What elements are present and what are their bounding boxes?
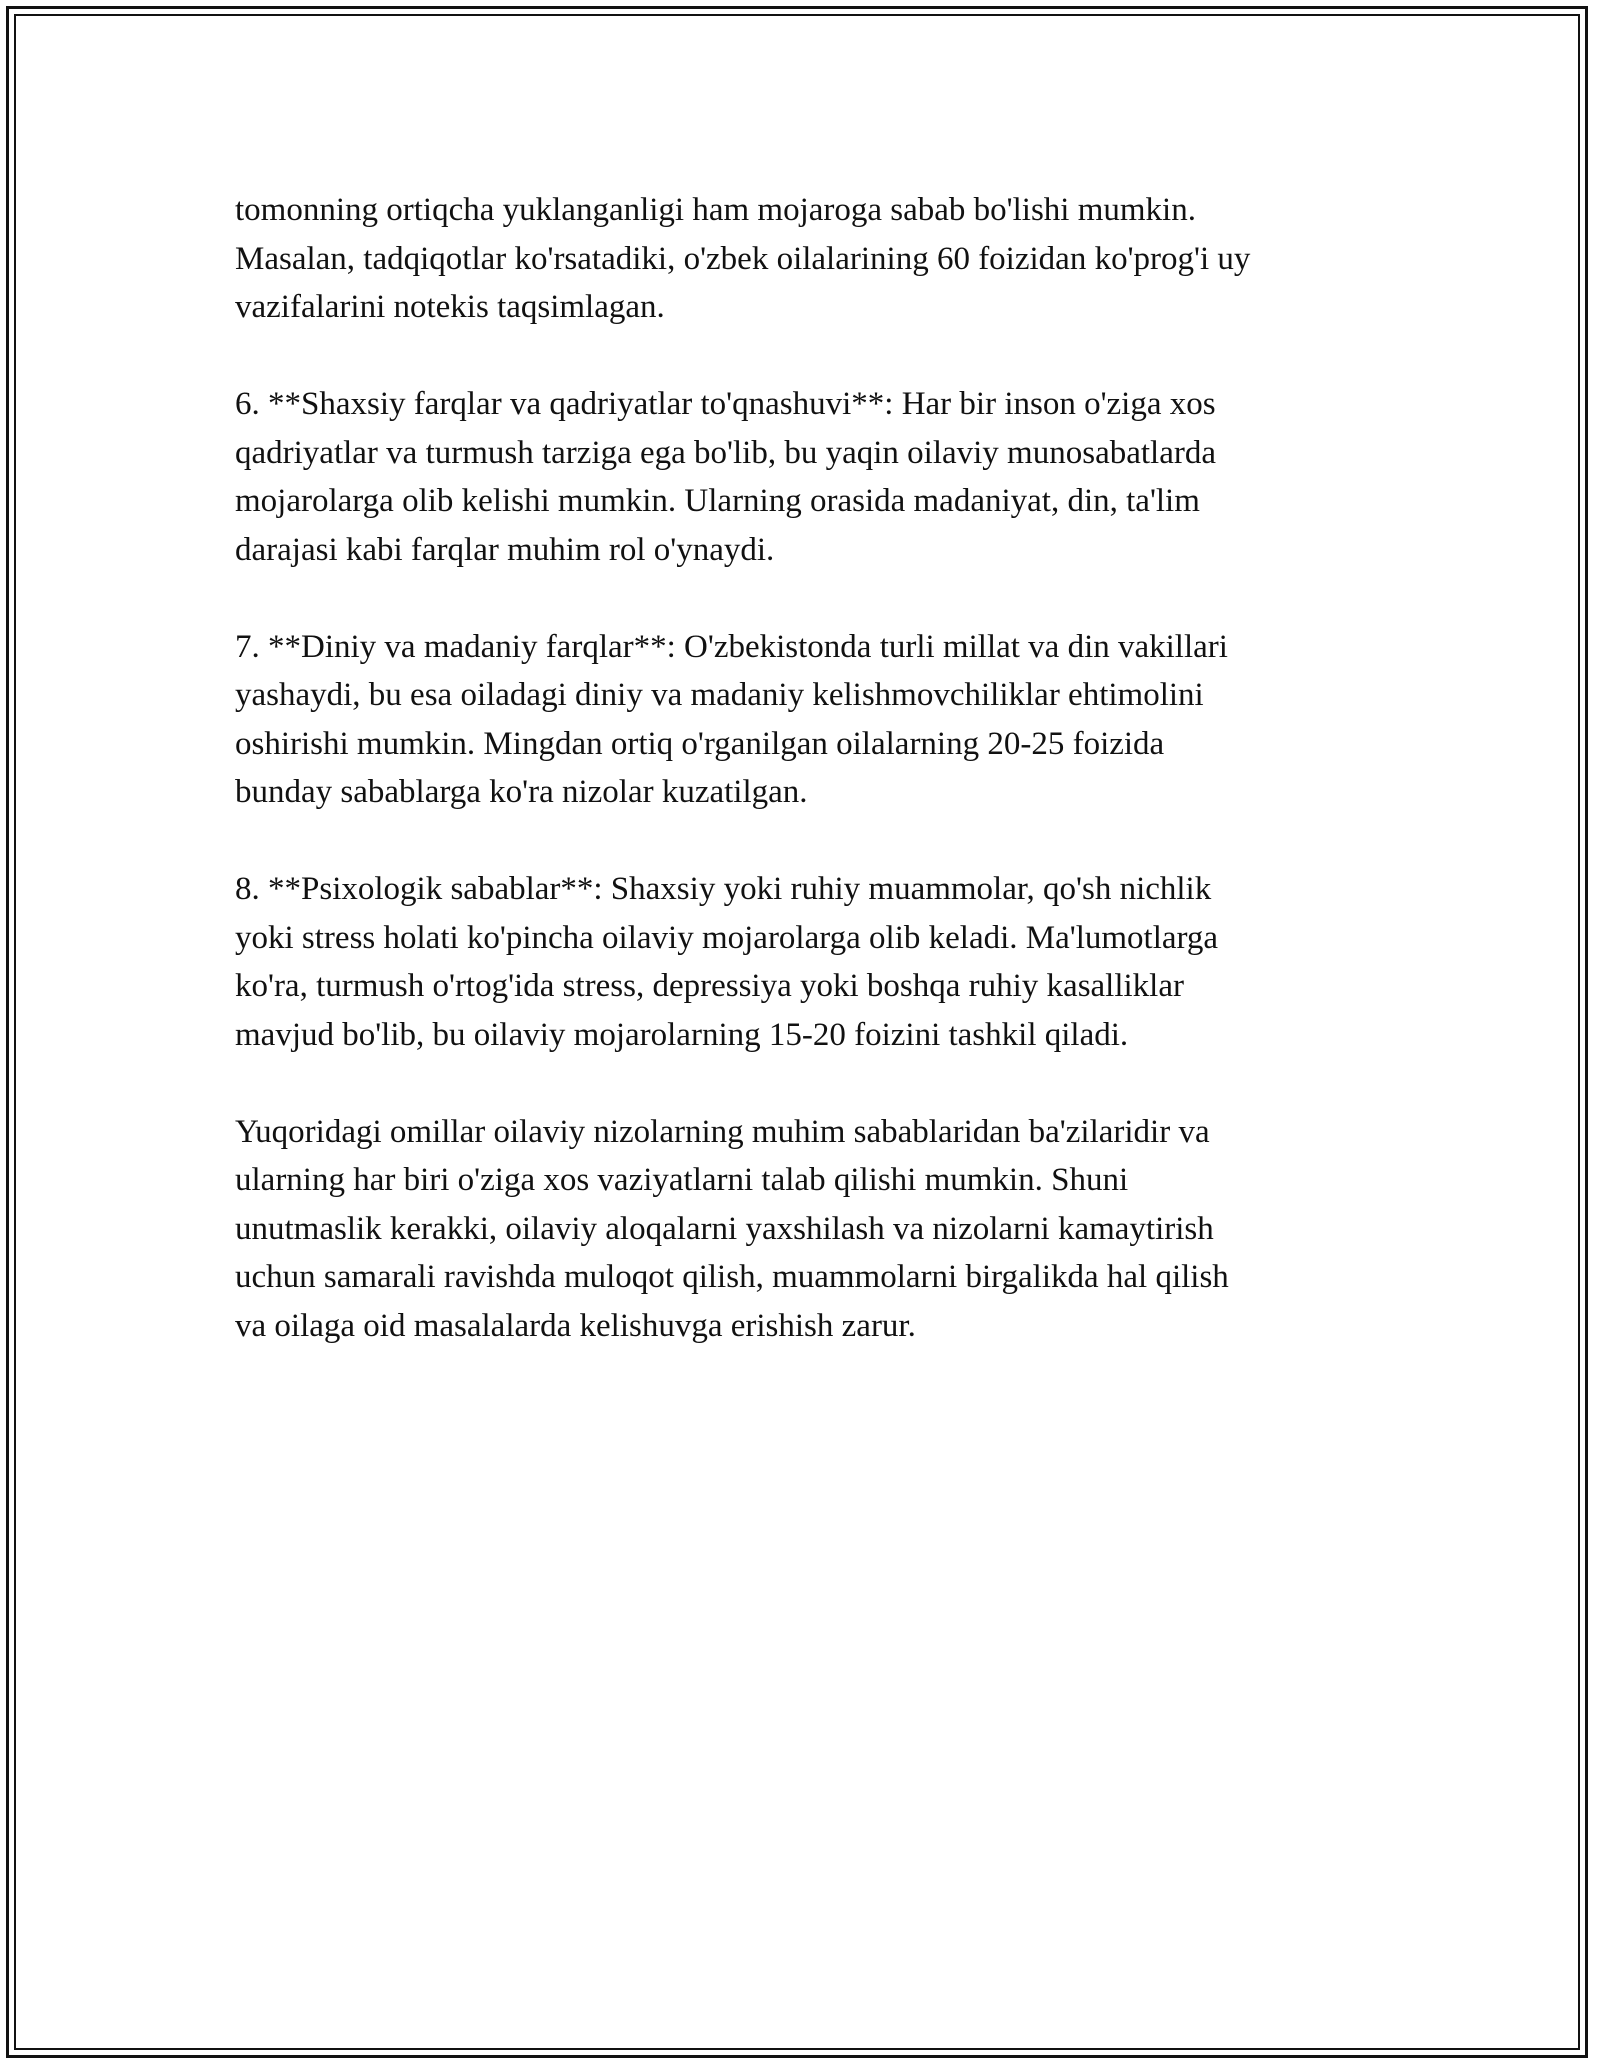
text-line: mojarolarga olib kelishi mumkin. Ularning orasida madaniyat, din, ta'lim [235, 483, 1200, 519]
text-line: 6. **Shaxsiy farqlar va qadriyatlar to'qnashuvi**: Har bir inson o'ziga xos [235, 386, 1216, 422]
paragraph-item-7 [235, 623, 1395, 817]
text-line: uchun samarali ravishda muloqot qilish, muammolarni birgalikda hal qilish [235, 1259, 1229, 1295]
text-line: 8. **Psixologik sabablar**: Shaxsiy yoki ruhiy muammolar, qo'sh nichlik [235, 871, 1212, 907]
text-line: yoki stress holati ko'pincha oilaviy mojarolarga olib keladi. Ma'lumotlarga [235, 919, 1219, 956]
text-line: vazifalarini notekis taqsimlagan. [235, 289, 665, 325]
paragraph-item-6 [235, 380, 1395, 574]
paragraph-item-8 [235, 865, 1395, 1059]
text-line: Masalan, tadqiqotlar ko'rsatadiki, o'zbek oilalarining 60 foizidan ko'prog'i uy [235, 240, 1251, 277]
text-line: tomonning ortiqcha yuklanganligi ham mojaroga sabab bo'lishi mumkin. [235, 192, 1196, 228]
text-line: bunday sabablarga ko'ra nizolar kuzatilgan. [235, 774, 808, 810]
text-line: ko'ra, turmush o'rtog'ida stress, depressiya yoki boshqa ruhiy kasalliklar [235, 968, 1184, 1004]
text-line: va oilaga oid masalalarda kelishuvga erishish zarur. [235, 1307, 916, 1344]
paragraph-intro [235, 186, 1395, 332]
text-line: Yuqoridagi omillar oilaviy nizolarning muhim sabablaridan ba'zilaridir va [235, 1113, 1210, 1150]
text-line: oshirishi mumkin. Mingdan ortiq o'rganilgan oilalarning 20-25 foizida [235, 725, 1165, 762]
text-line: unutmaslik kerakki, oilaviy aloqalarni yaxshilash va nizolarni kamaytirish [235, 1210, 1214, 1247]
paragraph-conclusion [235, 1108, 1395, 1351]
text-line: 7. **Diniy va madaniy farqlar**: O'zbekistonda turli millat va din vakillari [235, 628, 1228, 665]
text-line: mavjud bo'lib, bu oilaviy mojarolarning 15-20 foizini tashkil qiladi. [235, 1016, 1129, 1053]
document-body [235, 186, 1395, 1399]
text-line: ularning har biri o'ziga xos vaziyatlarni talab qilishi mumkin. Shuni [235, 1162, 1129, 1198]
text-line: qadriyatlar va turmush tarziga ega bo'lib, bu yaqin oilaviy munosabatlarda [235, 434, 1216, 471]
text-line: darajasi kabi farqlar muhim rol o'ynaydi. [235, 531, 775, 568]
text-line: yashaydi, bu esa oiladagi diniy va madaniy kelishmovchiliklar ehtimolini [235, 677, 1204, 713]
